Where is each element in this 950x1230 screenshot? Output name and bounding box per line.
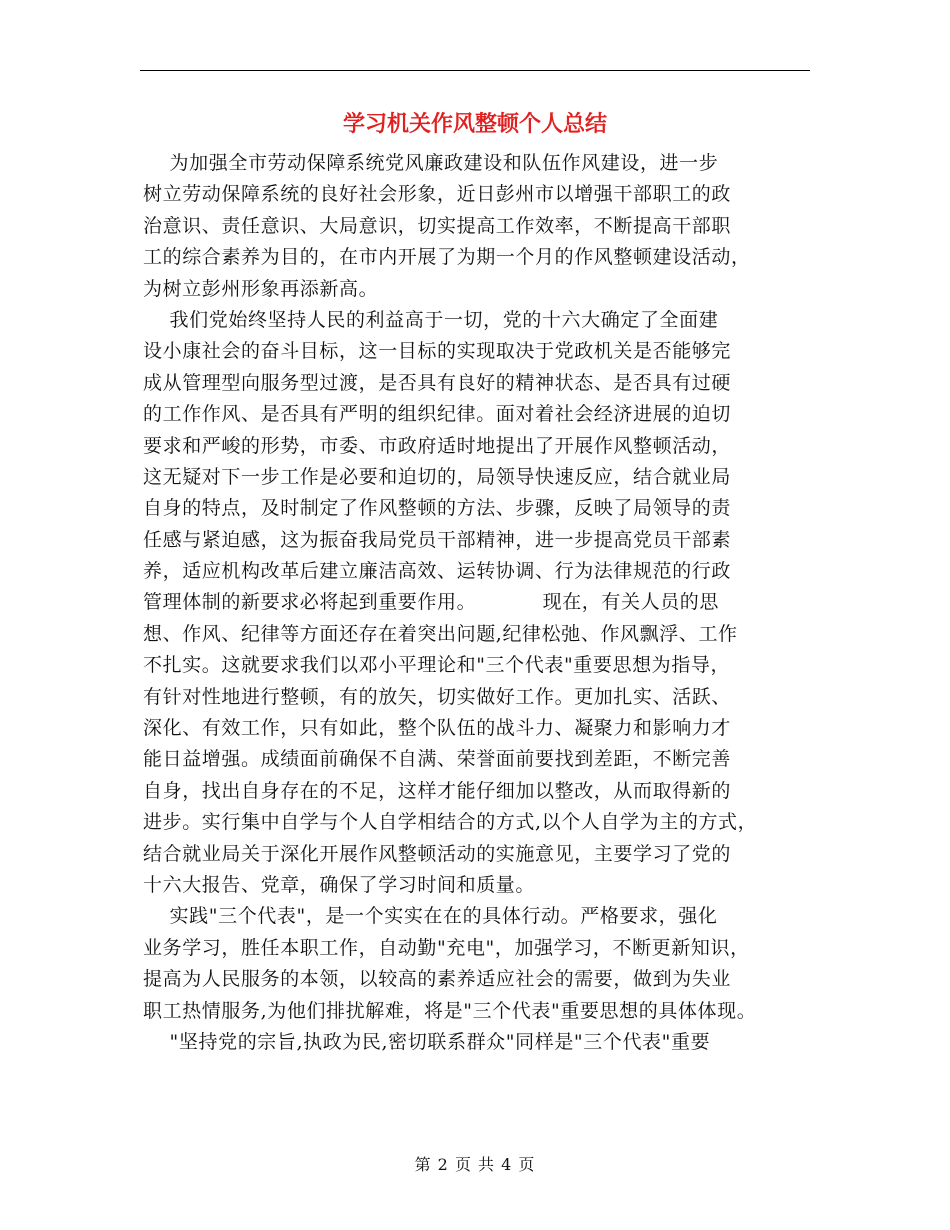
- document-title: 学习机关作风整顿个人总结: [342, 112, 607, 137]
- body-line: 能日益增强。成绩面前确保不自满、荣誉面前要找到差距，不断完善: [143, 748, 732, 771]
- body-line: 进步。实行集中自学与个人自学相结合的方式,以个人自学为主的方式，: [143, 811, 758, 834]
- body-line: 管理体制的新要求必将起到重要作用。 现在，有关人员的思: [143, 591, 719, 614]
- body-line: 实践"三个代表"，是一个实实在在的具体行动。严格要求，强化: [143, 905, 718, 928]
- body-line: "坚持党的宗旨,执政为民,密切联系群众"同样是"三个代表"重要: [143, 1030, 711, 1053]
- body-line: 业务学习，胜任本职工作，自动勤"充电"，加强学习，不断更新知识，: [143, 936, 750, 959]
- body-line: 设小康社会的奋斗目标，这一目标的实现取决于党政机关是否能够完: [143, 340, 732, 363]
- body-line: 我们党始终坚持人民的利益高于一切，党的十六大确定了全面建: [143, 308, 719, 331]
- body-line: 养，适应机构改革后建立廉洁高效、运转协调、行为法律规范的行政: [143, 560, 732, 583]
- document-body: [143, 148, 813, 1058]
- body-line: 自身，找出自身存在的不足，这样才能仔细加以整改，从而取得新的: [143, 779, 732, 802]
- body-line: 为树立彭州形象再添新高。: [143, 277, 379, 300]
- body-line: 不扎实。这就要求我们以邓小平理论和"三个代表"重要思想为指导，: [143, 654, 731, 677]
- page-number: 第 2 页 共 4 页: [414, 1155, 536, 1174]
- body-line: 有针对性地进行整顿，有的放矢，切实做好工作。更加扎实、活跃、: [143, 685, 732, 708]
- body-line: 工的综合素养为目的，在市内开展了为期一个月的作风整顿建设活动，: [143, 246, 751, 269]
- body-line: 树立劳动保障系统的良好社会形象，近日彭州市以增强干部职工的政: [143, 183, 732, 206]
- body-line: 十六大报告、党章，确保了学习时间和质量。: [143, 873, 536, 896]
- body-line: 要求和严峻的形势，市委、市政府适时地提出了开展作风整顿活动，: [143, 434, 732, 457]
- body-line: 任感与紧迫感，这为振奋我局党员干部精神，进一步提高党员干部素: [143, 528, 732, 551]
- body-line: 结合就业局关于深化开展作风整顿活动的实施意见，主要学习了党的: [143, 842, 732, 865]
- body-line: 想、作风、纪律等方面还存在着突出问题,纪律松弛、作风飘浮、工作: [143, 622, 738, 645]
- body-line: 治意识、责任意识、大局意识，切实提高工作效率，不断提高干部职: [143, 214, 732, 237]
- body-line: 自身的特点，及时制定了作风整顿的方法、步骤，反映了局领导的责: [143, 497, 732, 520]
- body-line: 深化、有效工作，只有如此，整个队伍的战斗力、凝聚力和影响力才: [143, 717, 732, 740]
- header-rule: [140, 70, 810, 71]
- body-line: 成从管理型向服务型过渡，是否具有良好的精神状态、是否具有过硬: [143, 371, 732, 394]
- body-line: 职工热情服务,为他们排扰解难，将是"三个代表"重要思想的具体体现。: [143, 999, 757, 1022]
- body-line: 为加强全市劳动保障系统党风廉政建设和队伍作风建设，进一步: [143, 152, 719, 174]
- body-line: 提高为人民服务的本领，以较高的素养适应社会的需要，做到为失业: [143, 968, 732, 991]
- body-line: 的工作作风、是否具有严明的组织纪律。面对着社会经济进展的迫切: [143, 403, 732, 426]
- body-line: 这无疑对下一步工作是必要和迫切的，局领导快速反应，结合就业局: [143, 465, 732, 488]
